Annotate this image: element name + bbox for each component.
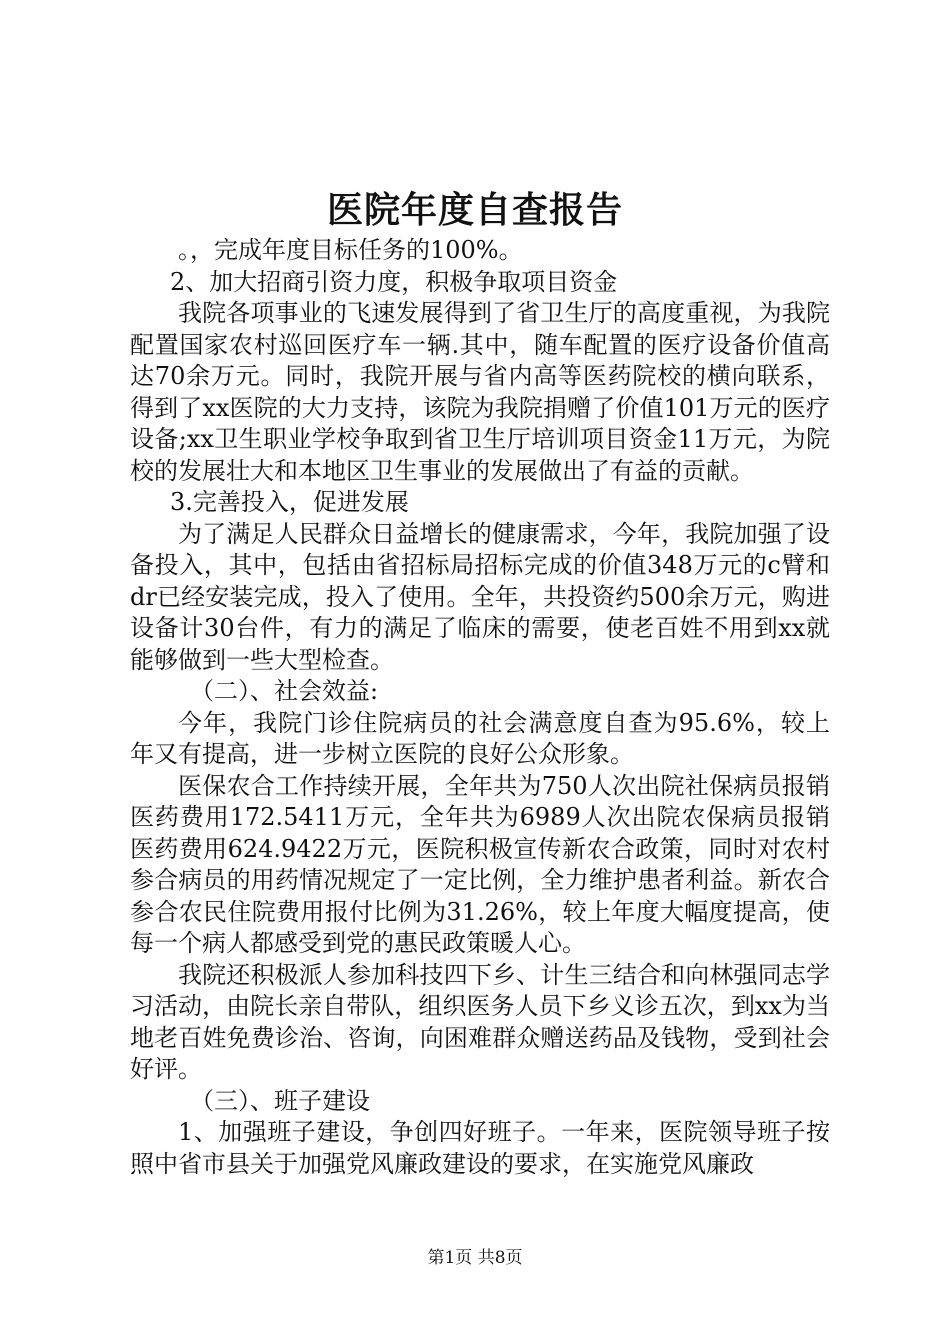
section-heading-input: 3.完善投入，促进发展 [170, 488, 409, 516]
paragraph-equipment: 为了满足人民群众日益增长的健康需求，今年，我院加强了设备投入，其中，包括由省招标局招标完成的价值348万元的c臂和dr已经安装完成，投入了使用。全年，共投资约500余万元，购进设备计30台件，有力的满足了临床的需要，使老百姓不用到xx就能够做到一些大型检查。 [130, 519, 830, 674]
page-footer: 第1页 共8页 [427, 1248, 523, 1268]
paragraph-satisfaction: 今年，我院门诊住院病员的社会满意度自查为95.6%，较上年又有提高，进一步树立医院的良好公众形象。 [130, 708, 830, 768]
paragraph-insurance: 医保农合工作持续开展，全年共为750人次出院社保病员报销医药费用172.5411万元，全年共为6989人次出院农保病员报销医药费用624.9422万元，医院积极宣传新农合政策，同时对农村参合病员的用药情况规定了一定比例，全力维护患者利益。新农合参合农民住院费用报付比例为31.26%，较上年度大幅度提高，使每一个病人都感受到党的惠民政策暖人心。 [130, 771, 830, 957]
paragraph-outreach: 我院还积极派人参加科技四下乡、计生三结合和向林强同志学习活动，由院长亲自带队，组织医务人员下乡义诊五次，到xx为当地老百姓免费诊治、咨询，向困难群众赠送药品及钱物，受到社会好评。 [130, 960, 830, 1083]
document-title: 医院年度自查报告 [326, 189, 623, 231]
paragraph-development: 我院各项事业的飞速发展得到了省卫生厅的高度重视，为我院配置国家农村巡回医疗车一辆.其中，随车配置的医疗设备价值高达70余万元。同时，我院开展与省内高等医药院校的横向联系，得到了xx医院的大力支持，该院为我院捐赠了价值101万元的医疗设备;xx卫生职业学校争取到省卫生厅培训项目资金11万元，为院校的发展壮大和本地区卫生事业的发展做出了有益的贡献。 [130, 299, 830, 485]
section-heading-social-benefit: （二）、社会效益: [190, 677, 379, 705]
section-heading-investment: 2、加大招商引资力度，积极争取项目资金 [170, 267, 618, 296]
paragraph-leadership: 1、加强班子建设，争创四好班子。一年来，医院领导班子按照中省市县关于加强党风廉政建设的要求，在实施党风廉政 [130, 1118, 830, 1178]
section-heading-leadership: （三）、班子建设 [190, 1086, 370, 1115]
document-body [130, 235, 830, 1180]
paragraph-continuation: 。，完成年度目标任务的100%。 [178, 236, 523, 264]
